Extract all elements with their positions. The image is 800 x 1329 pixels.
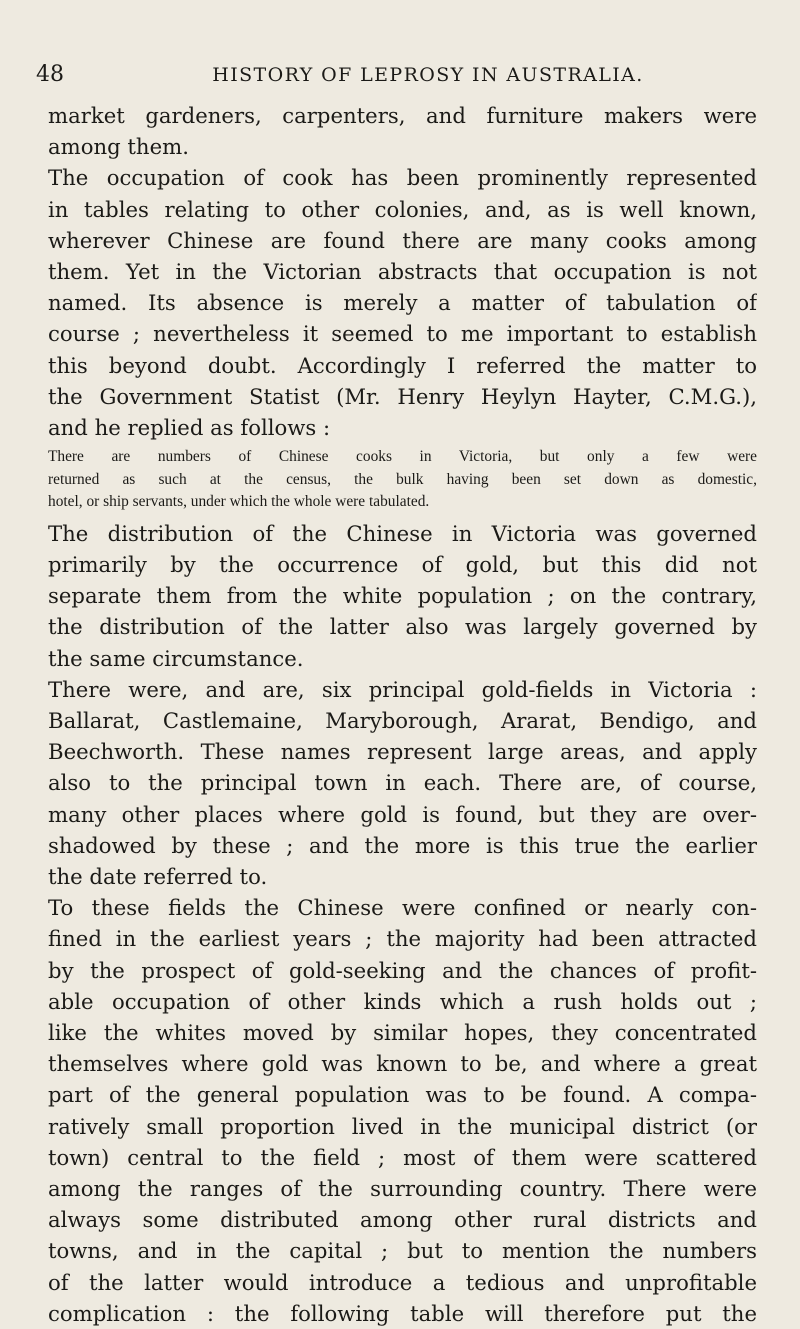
text-line: the Government Statist (Mr. Henry Heylyn Hayter, C.M.G.),: [48, 383, 757, 409]
text-line: named. Its absence is merely a matter of tabulation of: [48, 290, 757, 316]
text-line: the date referred to.: [48, 863, 268, 889]
text-line: ratively small proportion lived in the municipal district (or: [48, 1113, 757, 1139]
paragraph-market-gardeners: [48, 100, 757, 162]
paragraph-confined: [48, 892, 757, 1329]
text-line: wherever Chinese are found there are many cooks among: [48, 227, 757, 253]
text-line: the same circumstance.: [48, 645, 304, 671]
quote-line: hotel, or ship servants, under which the whole were tabulated.: [48, 493, 430, 511]
text-line: also to the principal town in each. There are, of course,: [48, 770, 757, 796]
text-line: by the prospect of gold-seeking and the chances of profit-: [48, 957, 757, 983]
text-line: part of the general population was to be found. A compa-: [48, 1082, 757, 1108]
quote-line: There are numbers of Chinese cooks in Victoria, but only a few were: [48, 448, 757, 466]
text-line: like the whites moved by similar hopes, they concentrated: [48, 1019, 757, 1045]
page-header: [36, 60, 754, 90]
text-line: town) central to the field ; most of them were scattered: [48, 1144, 757, 1170]
text-line: among the ranges of the surrounding country. There were: [48, 1176, 757, 1201]
text-line: shadowed by these ; and the more is this true the earlier: [48, 832, 757, 858]
quote-line: returned as such at the census, the bulk having been set down as domestic,: [48, 470, 757, 488]
text-line: There were, and are, six principal gold-fields in Victoria :: [48, 676, 757, 702]
text-line: To these fields the Chinese were confined or nearly con-: [48, 895, 757, 921]
text-line: Beechworth. These names represent large areas, and apply: [48, 739, 757, 765]
text-line: of the latter would introduce a tedious and unprofitable: [48, 1269, 757, 1295]
text-line: this beyond doubt. Accordingly I referred the matter to: [48, 352, 757, 378]
text-line: in tables relating to other colonies, and, as is well known,: [48, 196, 757, 222]
text-line: among them.: [48, 134, 189, 160]
paragraph-cooks: [48, 162, 757, 443]
text-line: The occupation of cook has been prominently represented: [48, 165, 757, 191]
text-line: towns, and in the capital ; but to mention the numbers: [48, 1238, 757, 1264]
text-line: separate them from the white population ; on the contrary,: [48, 583, 757, 609]
text-line: primarily by the occurrence of gold, but this did not: [48, 551, 757, 577]
text-line: The distribution of the Chinese in Victoria was governed: [48, 520, 757, 546]
text-line: them. Yet in the Victorian abstracts that occupation is not: [48, 259, 757, 285]
text-line: and he replied as follows :: [48, 415, 331, 441]
text-line: the distribution of the latter also was largely governed by: [48, 614, 757, 640]
text-line: themselves where gold was known to be, and where a great: [48, 1051, 757, 1077]
text-line: able occupation of other kinds which a rush holds out ;: [48, 988, 757, 1014]
text-line: always some distributed among other rural districts and: [48, 1207, 757, 1233]
text-line: course ; nevertheless it seemed to me important to establish: [48, 321, 757, 347]
text-line: fined in the earliest years ; the majority had been attracted: [48, 926, 757, 952]
page-body: [48, 100, 757, 1329]
text-line: many other places where gold is found, but they are over-: [48, 801, 757, 827]
paragraph-distribution: [48, 518, 757, 674]
text-line: Ballarat, Castlemaine, Maryborough, Ararat, Bendigo, and: [48, 707, 757, 733]
text-line: complication : the following table will therefore put the: [48, 1300, 757, 1326]
running-head: HISTORY OF LEPROSY IN AUSTRALIA.: [212, 64, 644, 86]
text-line: market gardeners, carpenters, and furniture makers were: [48, 103, 757, 128]
paragraph-gold-fields: [48, 674, 757, 892]
page-number: 48: [36, 62, 64, 87]
block-quote: [48, 446, 757, 514]
